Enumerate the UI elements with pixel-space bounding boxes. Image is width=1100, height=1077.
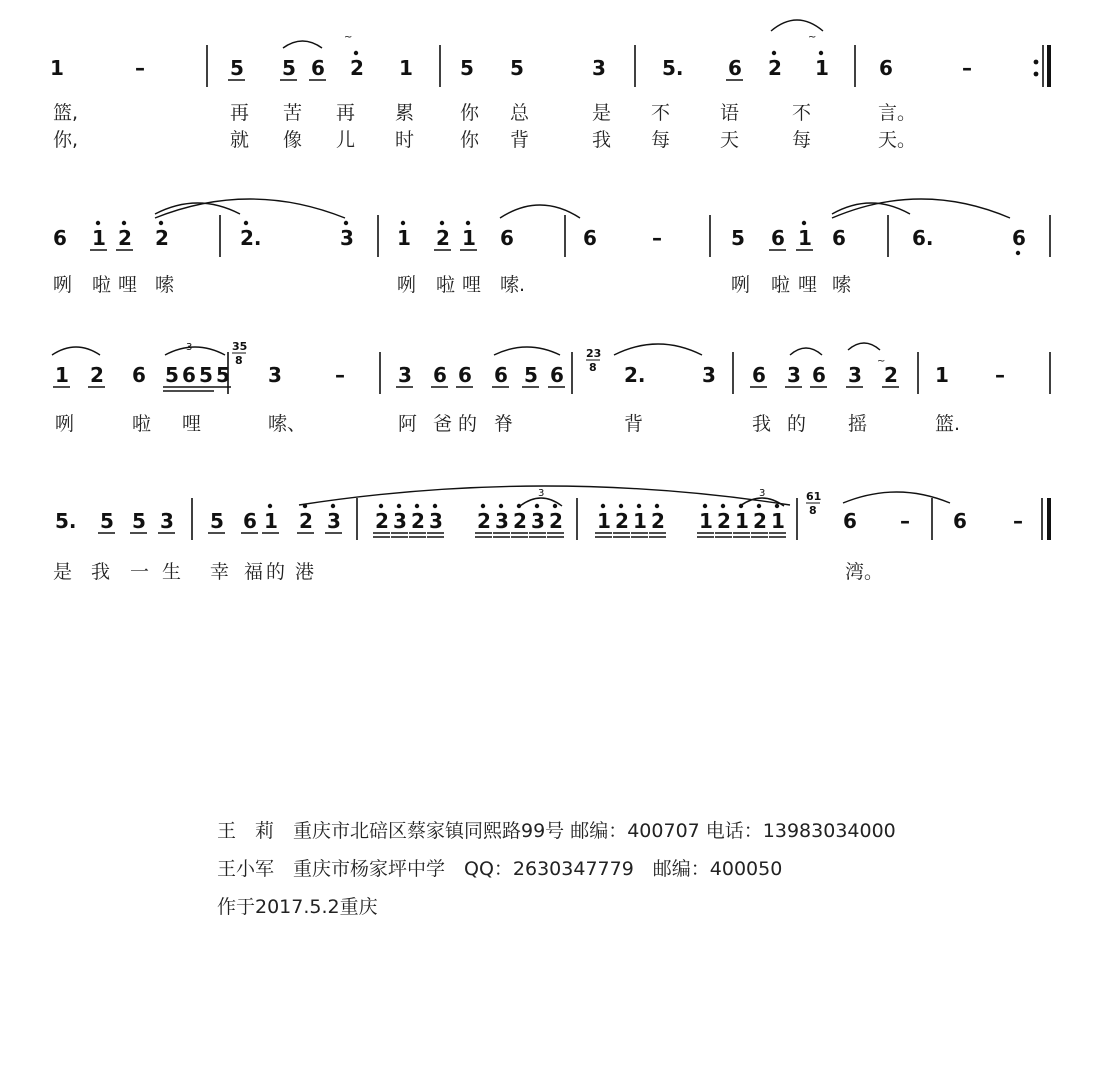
note: 3 [160, 509, 174, 533]
lyric-char: 再 [230, 102, 250, 124]
note: – [335, 363, 345, 387]
note: – [135, 56, 145, 80]
octave-dot-above [379, 504, 383, 508]
octave-dot-above [354, 51, 358, 55]
lyric-char: 摇 [848, 413, 868, 435]
slur [771, 20, 823, 31]
note: 6 [832, 226, 846, 250]
lyric-char: 你 [460, 102, 480, 124]
note: 1 [92, 226, 106, 250]
slur [848, 343, 880, 350]
octave-dot-above [703, 504, 707, 508]
note: 1 [597, 509, 611, 533]
lyric-char: 嗦 [155, 274, 175, 296]
note: 3 [702, 363, 716, 387]
note: 6 [879, 56, 893, 80]
tuplet-number: 3 [759, 488, 766, 499]
note: 2 [651, 509, 665, 533]
lyric-char: 阿 [398, 413, 418, 435]
octave-dot-below [1016, 251, 1020, 255]
note: 2 [513, 509, 527, 533]
note: 2 [411, 509, 425, 533]
lyric-char: 嗦. [500, 274, 526, 296]
note: – [995, 363, 1005, 387]
time-signature-top: 35 [232, 340, 248, 353]
note: 3 [327, 509, 341, 533]
note: 5. [55, 509, 77, 533]
note: 6 [550, 363, 564, 387]
note: 2 [90, 363, 104, 387]
note: 5 [210, 509, 224, 533]
lyric-char: 爸 [433, 413, 453, 435]
octave-dot-above [619, 504, 623, 508]
lyric-char: 像 [283, 129, 303, 151]
time-signature-top: 23 [586, 347, 602, 360]
slur [790, 348, 822, 355]
octave-dot-above [499, 504, 503, 508]
lyric-char: 背 [624, 413, 644, 435]
lyric-char: 我 [592, 129, 612, 151]
note: 2 [118, 226, 132, 250]
octave-dot-above [415, 504, 419, 508]
lyric-char: 时 [395, 129, 415, 151]
note: 2 [753, 509, 767, 533]
lyric-char: 啦 [92, 274, 112, 296]
lyric-char: 嗦、 [268, 413, 307, 435]
note: 1 [735, 509, 749, 533]
octave-dot-above [440, 221, 444, 225]
note: 2 [299, 509, 313, 533]
octave-dot-above [397, 504, 401, 508]
note: 1 [462, 226, 476, 250]
note: 5. [662, 56, 684, 80]
lyric-char: 哩 [182, 413, 202, 435]
slur [843, 492, 950, 503]
note: 6 [812, 363, 826, 387]
octave-dot-above [601, 504, 605, 508]
lyric-char: 港 [295, 561, 315, 583]
note: 5 [132, 509, 146, 533]
note: 6 [728, 56, 742, 80]
note: 2. [240, 226, 262, 250]
lyric-char: 福 [244, 561, 264, 583]
note: 5 [199, 363, 213, 387]
note: 1 [399, 56, 413, 80]
octave-dot-above [553, 504, 557, 508]
repeat-dot [1034, 72, 1039, 77]
lyric-char: 嗦 [832, 274, 852, 296]
note: 5 [216, 363, 230, 387]
note: 3 [340, 226, 354, 250]
note: 1 [815, 56, 829, 80]
note: 2 [549, 509, 563, 533]
note: 1 [798, 226, 812, 250]
turn-ornament: ~ [344, 32, 353, 43]
lyric-char: 是 [53, 561, 73, 583]
octave-dot-above [244, 221, 248, 225]
slur [832, 199, 1010, 218]
note: 6. [912, 226, 934, 250]
lyric-char: 咧 [53, 274, 73, 296]
octave-dot-above [637, 504, 641, 508]
slur [155, 199, 345, 218]
note: 2 [717, 509, 731, 533]
lyric-char: 我 [752, 413, 772, 435]
note: 5 [731, 226, 745, 250]
octave-dot-above [481, 504, 485, 508]
note: 2 [155, 226, 169, 250]
time-signature-bottom: 8 [235, 354, 243, 367]
note: 6 [843, 509, 857, 533]
lyric-char: 啦 [436, 274, 456, 296]
note: 1 [50, 56, 64, 80]
note: 6 [500, 226, 514, 250]
note: 6 [752, 363, 766, 387]
note: 6 [182, 363, 196, 387]
note: 6 [311, 56, 325, 80]
lyric-char: 儿 [336, 129, 356, 151]
note: 2 [436, 226, 450, 250]
lyric-char: 篮, [53, 102, 79, 124]
note: 5 [100, 509, 114, 533]
note: 6 [1012, 226, 1026, 250]
note: 3 [531, 509, 545, 533]
note: 3 [268, 363, 282, 387]
octave-dot-above [655, 504, 659, 508]
note: – [900, 509, 910, 533]
note: 6 [433, 363, 447, 387]
turn-ornament: ~ [808, 32, 817, 43]
octave-dot-above [96, 221, 100, 225]
slur [500, 205, 580, 218]
lyric-char: 哩 [798, 274, 818, 296]
lyric-char: 每 [651, 129, 671, 151]
note: 3 [787, 363, 801, 387]
lyric-char: 语 [720, 102, 740, 124]
note: 3 [848, 363, 862, 387]
lyric-char: 篮. [935, 413, 961, 435]
lyric-char: 再 [336, 102, 356, 124]
note: 3 [393, 509, 407, 533]
note: 3 [398, 363, 412, 387]
note: 2 [768, 56, 782, 80]
note: 6 [583, 226, 597, 250]
note: 1 [633, 509, 647, 533]
lyric-char: 啦 [132, 413, 152, 435]
octave-dot-above [466, 221, 470, 225]
lyric-char: 你 [460, 129, 480, 151]
octave-dot-above [401, 221, 405, 225]
octave-dot-above [433, 504, 437, 508]
time-signature-bottom: 8 [589, 361, 597, 374]
note: 5 [282, 56, 296, 80]
credits-block [217, 812, 1087, 926]
note: 6 [458, 363, 472, 387]
lyric-char: 湾。 [845, 561, 884, 583]
lyric-char: 的 [266, 561, 286, 583]
lyric-char: 咧 [397, 274, 417, 296]
octave-dot-above [122, 221, 126, 225]
note: 2 [615, 509, 629, 533]
note: 6 [132, 363, 146, 387]
lyric-char: 总 [510, 102, 530, 124]
lyric-char: 言。 [878, 102, 917, 124]
note: 2 [350, 56, 364, 80]
lyric-char: 咧 [55, 413, 75, 435]
note: 6 [53, 226, 67, 250]
octave-dot-above [344, 221, 348, 225]
slur [299, 486, 790, 505]
note: 3 [495, 509, 509, 533]
note: 5 [524, 363, 538, 387]
slur [283, 41, 322, 48]
note: 5 [165, 363, 179, 387]
lyric-char: 的 [458, 413, 478, 435]
lyric-char: 的 [787, 413, 807, 435]
note: 1 [264, 509, 278, 533]
lyric-char: 不 [792, 102, 812, 124]
note: 5 [510, 56, 524, 80]
note: 5 [230, 56, 244, 80]
octave-dot-above [159, 221, 163, 225]
slur [165, 347, 225, 355]
note: 3 [429, 509, 443, 533]
lyric-char: 你, [53, 129, 79, 151]
octave-dot-above [331, 504, 335, 508]
repeat-dot [1034, 60, 1039, 65]
note: – [962, 56, 972, 80]
note: – [1013, 509, 1023, 533]
note: 2. [624, 363, 646, 387]
lyric-char: 就 [230, 129, 250, 151]
note: 6 [771, 226, 785, 250]
lyric-char: 脊 [494, 413, 514, 435]
note: 5 [460, 56, 474, 80]
note: 1 [699, 509, 713, 533]
lyric-char: 天 [720, 129, 740, 151]
lyric-char: 咧 [731, 274, 751, 296]
turn-ornament: ~ [877, 356, 886, 367]
lyric-char: 哩 [118, 274, 138, 296]
tuplet-number: 3 [538, 488, 545, 499]
note: 2 [477, 509, 491, 533]
note: 6 [243, 509, 257, 533]
note: 2 [375, 509, 389, 533]
credit-line-composer: 王小军 重庆市杨家坪中学 QQ：2630347779 邮编：400050 [217, 858, 783, 880]
octave-dot-above [802, 221, 806, 225]
note: 6 [494, 363, 508, 387]
lyric-char: 啦 [771, 274, 791, 296]
lyric-char: 哩 [462, 274, 482, 296]
octave-dot-above [819, 51, 823, 55]
lyric-char: 我 [91, 561, 111, 583]
note: 1 [397, 226, 411, 250]
lyric-char: 每 [792, 129, 812, 151]
lyric-char: 不 [651, 102, 671, 124]
slur [494, 347, 560, 355]
octave-dot-above [757, 504, 761, 508]
note: 3 [592, 56, 606, 80]
lyric-char: 苦 [283, 102, 303, 124]
note: 6 [953, 509, 967, 533]
note: – [652, 226, 662, 250]
note: 1 [771, 509, 785, 533]
time-signature-top: 61 [806, 490, 822, 503]
time-signature-bottom: 8 [809, 504, 817, 517]
credit-line-lyricist: 王 莉 重庆市北碚区蔡家镇同熙路99号 邮编：400707 电话：13983034000 [217, 820, 896, 842]
lyric-char: 幸 [210, 561, 230, 583]
lyric-char: 一 [130, 561, 150, 583]
lyric-char: 累 [395, 102, 415, 124]
credit-line-date: 作于2017.5.2重庆 [217, 896, 378, 918]
tuplet-number: 3 [186, 342, 193, 353]
lyric-char: 是 [592, 102, 612, 124]
slur [52, 347, 100, 355]
note: 2 [884, 363, 898, 387]
note: 1 [55, 363, 69, 387]
lyric-char: 天。 [878, 129, 917, 151]
lyric-char: 生 [162, 561, 182, 583]
note: 1 [935, 363, 949, 387]
lyric-char: 背 [510, 129, 530, 151]
octave-dot-above [268, 504, 272, 508]
octave-dot-above [721, 504, 725, 508]
octave-dot-above [535, 504, 539, 508]
marks-layer [52, 20, 1050, 540]
octave-dot-above [775, 504, 779, 508]
slur [614, 344, 702, 355]
octave-dot-above [772, 51, 776, 55]
